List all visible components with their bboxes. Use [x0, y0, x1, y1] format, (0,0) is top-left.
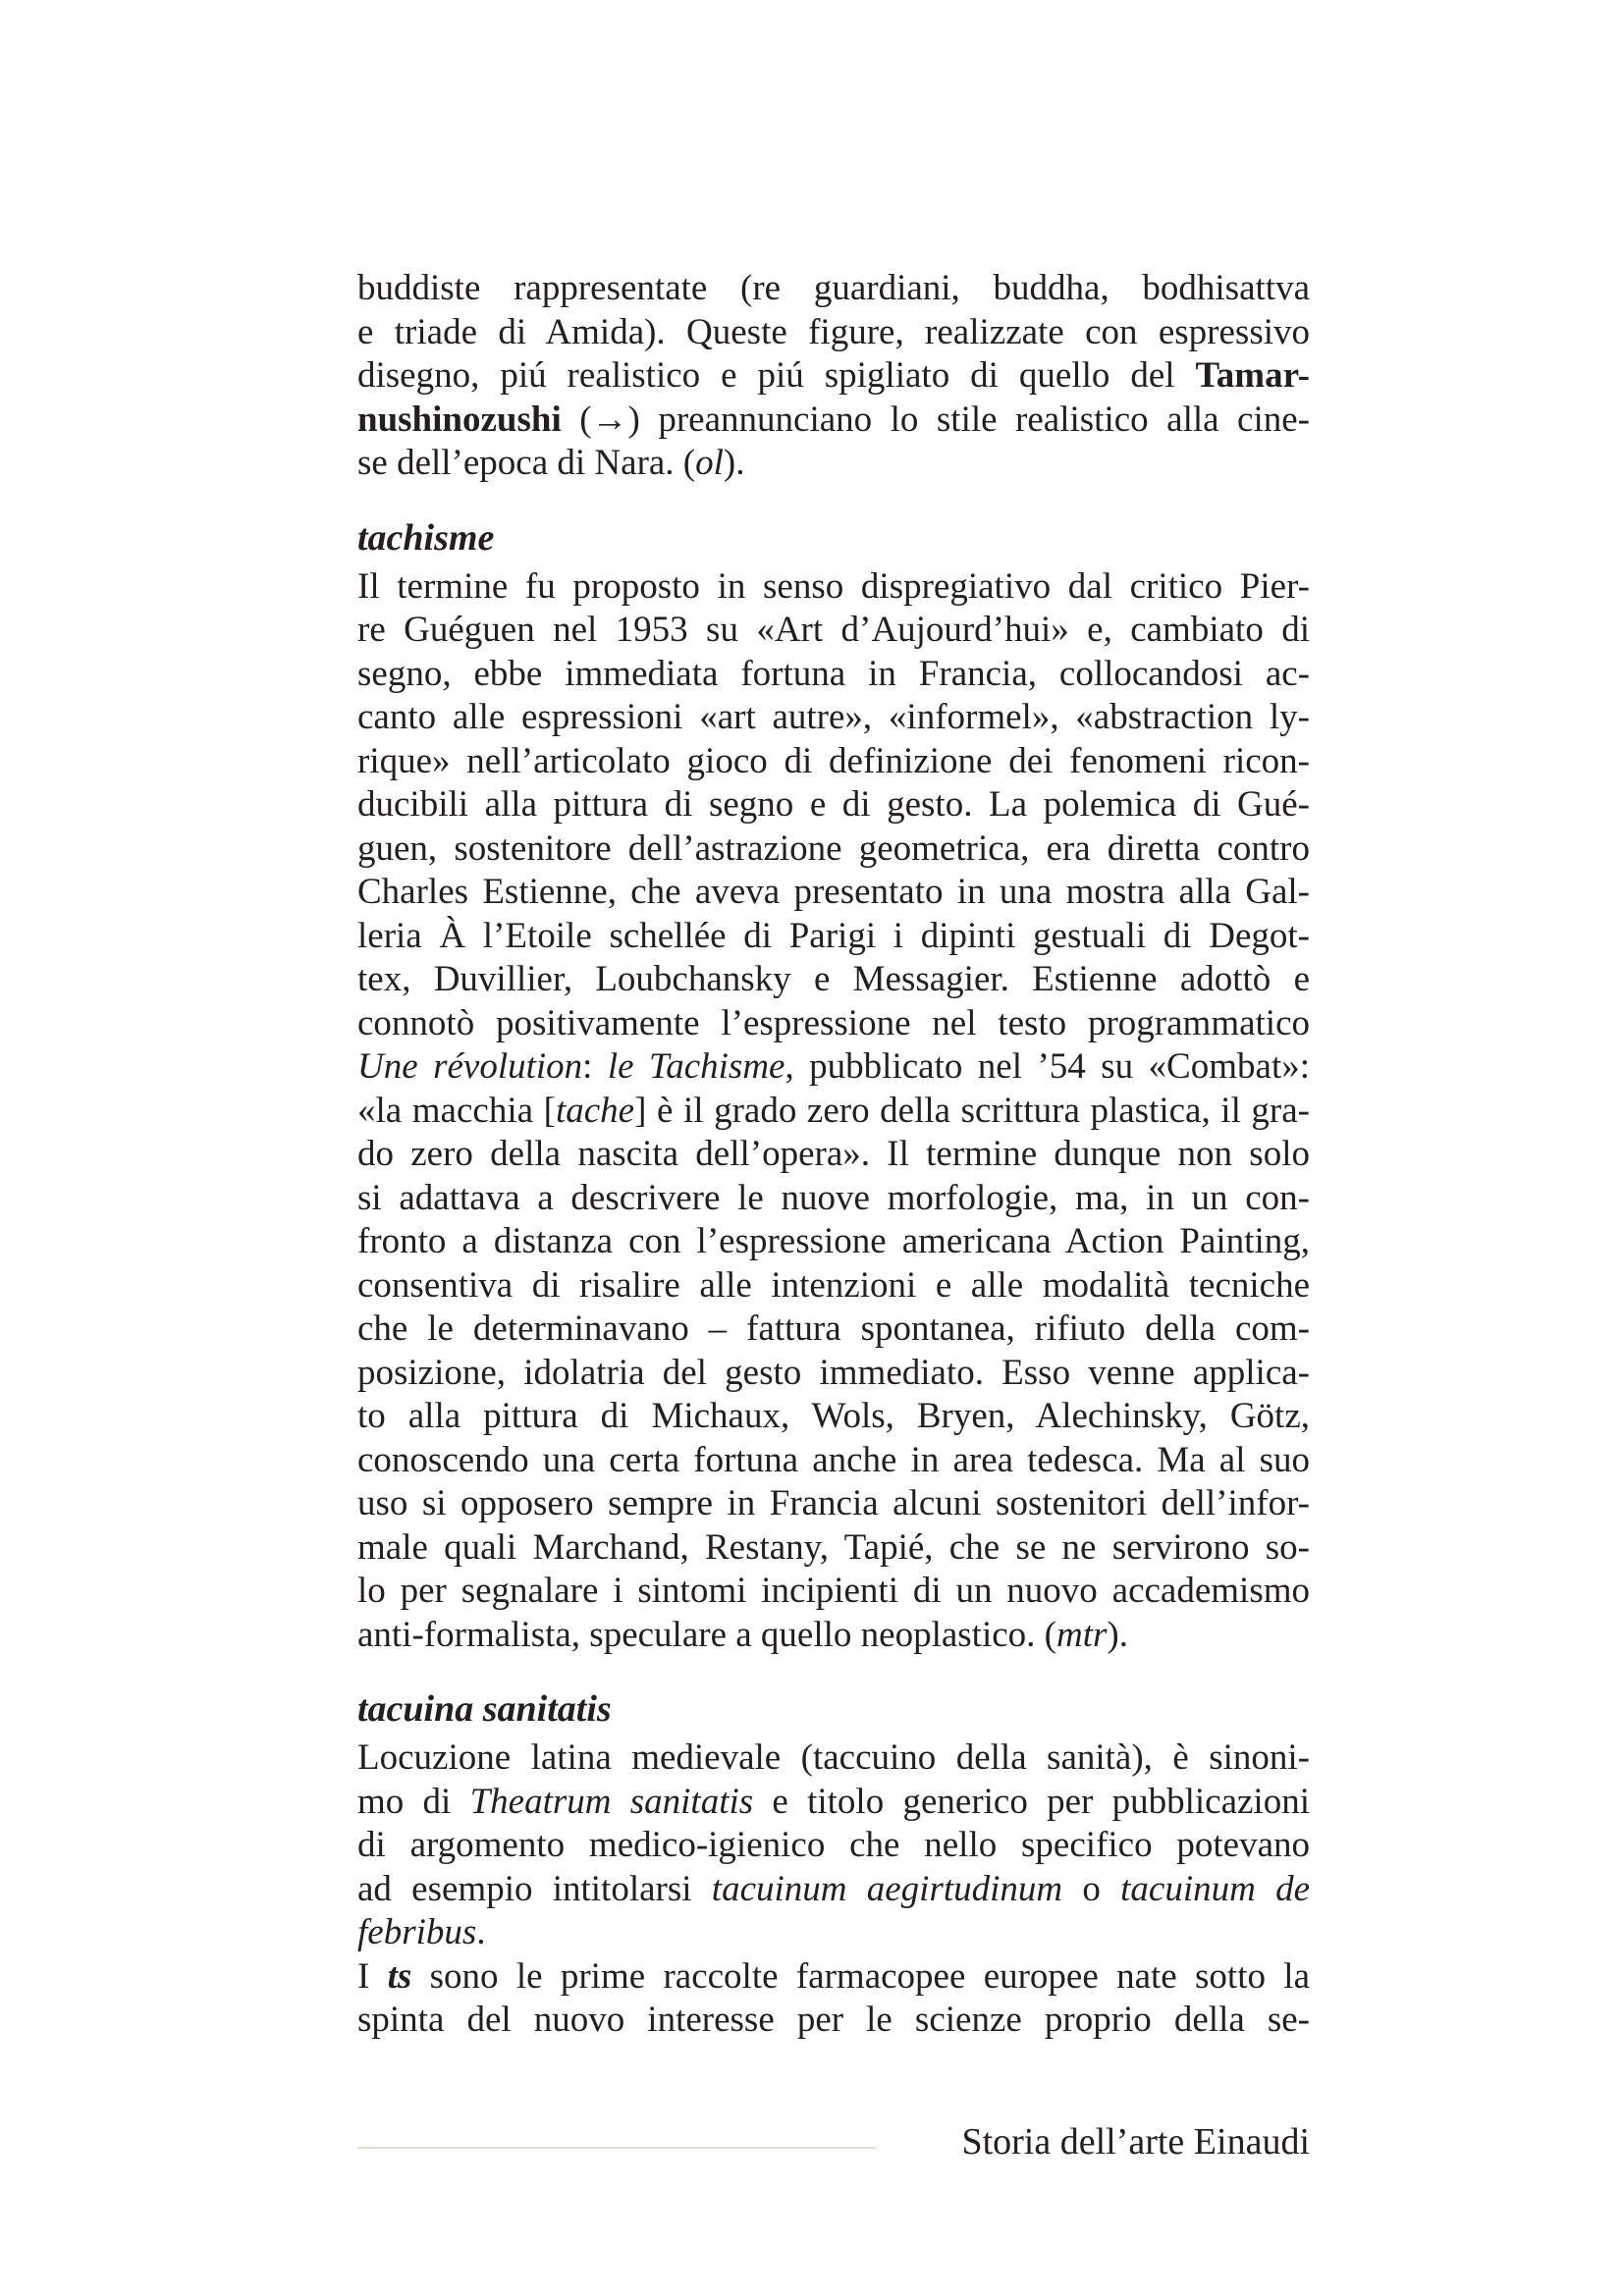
text-line: Il termine fu proposto in senso dispregiativo dal critico Pier- — [357, 565, 1310, 607]
text-line: disegno, piú realistico e piú spigliato di quello del Tamar- — [357, 355, 1310, 396]
text-line: canto alle espressioni «art autre», «informel», «abstraction ly- — [357, 697, 1310, 737]
entry-heading-tacuina-sanitatis: tacuina sanitatis — [357, 1688, 612, 1730]
bold-text: nushinozushi — [357, 399, 562, 440]
text-line: conoscendo una certa fortuna anche in area tedesca. Ma al suo — [357, 1439, 1310, 1480]
italic-text: tacuinum aegirtudinum — [711, 1868, 1063, 1909]
text-line: re Guéguen nel 1953 su «Art d’Aujourd’hui» e, cambiato di — [357, 610, 1310, 650]
text-line: ad esempio intitolarsi tacuinum aegirtudinum o tacuinum de — [357, 1868, 1310, 1909]
text-line: fronto a distanza con l’espressione americana Action Painting, — [357, 1221, 1310, 1261]
entry-continuation — [357, 267, 1310, 486]
footer-publisher: Storia dell’arte Einaudi — [961, 2121, 1310, 2163]
bold-italic-text: ts — [387, 1955, 412, 1997]
text-line: consentiva di risalire alle intenzioni e alle modalità tecniche — [357, 1264, 1310, 1306]
text-line: buddiste rappresentate (re guardiani, buddha, bodhisattva — [357, 268, 1310, 308]
text-line: nushinozushi (→) preannunciano lo stile realistico alla cine- — [357, 399, 1310, 440]
footer-rule — [357, 2147, 876, 2149]
text-line: posizione, idolatria del gesto immediato. Esso venne applica- — [357, 1352, 1310, 1393]
text-line: mo di Theatrum sanitatis e titolo generico per pubblicazioni — [357, 1781, 1310, 1822]
text-line: rique» nell’articolato gioco di definizione dei fenomeni ricon- — [357, 740, 1310, 781]
bold-text: Tamar- — [1195, 355, 1310, 396]
page-footer — [357, 2120, 1310, 2163]
text-line: do zero della nascita dell’opera». Il termine dunque non solo — [357, 1134, 1310, 1174]
text-line: Charles Estienne, che aveva presentato in una mostra alla Gal- — [357, 872, 1310, 912]
text-line: tex, Duvillier, Loubchansky e Messagier. Estienne adottò e — [357, 959, 1310, 999]
italic-text: le Tachisme — [607, 1046, 785, 1087]
text-line: che le determinavano – fattura spontanea, rifiuto della com- — [357, 1308, 1310, 1349]
entry-body-tachisme — [357, 565, 1310, 1658]
text-column — [357, 267, 1310, 2043]
text-line: male quali Marchand, Restany, Tapié, che se ne servirono so- — [357, 1526, 1310, 1568]
text-line: di argomento medico-igienico che nello specifico potevano — [357, 1825, 1310, 1865]
text-line: spinta del nuovo interesse per le scienze proprio della se- — [357, 2000, 1310, 2040]
text-line: segno, ebbe immediata fortuna in Francia, collocandosi ac- — [357, 653, 1310, 694]
text-line: si adattava a descrivere le nuove morfologie, ma, in un con- — [357, 1177, 1310, 1218]
italic-text: Theatrum sanitatis — [469, 1781, 754, 1822]
text-line: Locuzione latina medievale (taccuino della sanità), è sinoni- — [357, 1737, 1310, 1778]
italic-text: tache — [555, 1090, 635, 1131]
text-line: uso si opposero sempre in Francia alcuni sostenitori dell’infor- — [357, 1483, 1310, 1523]
entry-heading-tachisme: tachisme — [357, 516, 495, 559]
text-line: guen, sostenitore dell’astrazione geometrica, era diretta contro — [357, 828, 1310, 869]
text-line: to alla pittura di Michaux, Wols, Bryen, Alechinsky, Götz, — [357, 1396, 1310, 1436]
text-line: Une révolution: le Tachisme, pubblicato nel ’54 su «Combat»: — [357, 1046, 1310, 1087]
text-line: leria À l’Etoile schellée di Parigi i dipinti gestuali di Degot- — [357, 915, 1310, 956]
entry-body-tacuina-sanitatis — [357, 1736, 1310, 2043]
text-line: «la macchia [tache] è il grado zero della scrittura plastica, il gra- — [357, 1090, 1310, 1131]
italic-text: Une révolution — [357, 1046, 583, 1087]
text-line: connotò positivamente l’espressione nel testo programmatico — [357, 1002, 1310, 1043]
text-line: se dell’epoca di Nara. (ol). — [357, 443, 745, 483]
text-line: febribus. — [357, 1912, 486, 1952]
text-line: e triade di Amida). Queste figure, realizzate con espressivo — [357, 311, 1310, 352]
text-line: lo per segnalare i sintomi incipienti di un nuovo accademismo — [357, 1571, 1310, 1611]
italic-text: tacuinum de — [1120, 1868, 1310, 1909]
text-line: anti-formalista, speculare a quello neoplastico. (mtr). — [357, 1614, 1128, 1655]
italic-text: ol — [695, 443, 724, 483]
text-line: I ts sono le prime raccolte farmacopee europee nate sotto la — [357, 1955, 1310, 1997]
italic-text: febribus — [357, 1912, 477, 1952]
text-line: ducibili alla pittura di segno e di gesto. La polemica di Gué- — [357, 784, 1310, 825]
italic-text: mtr — [1055, 1614, 1108, 1655]
